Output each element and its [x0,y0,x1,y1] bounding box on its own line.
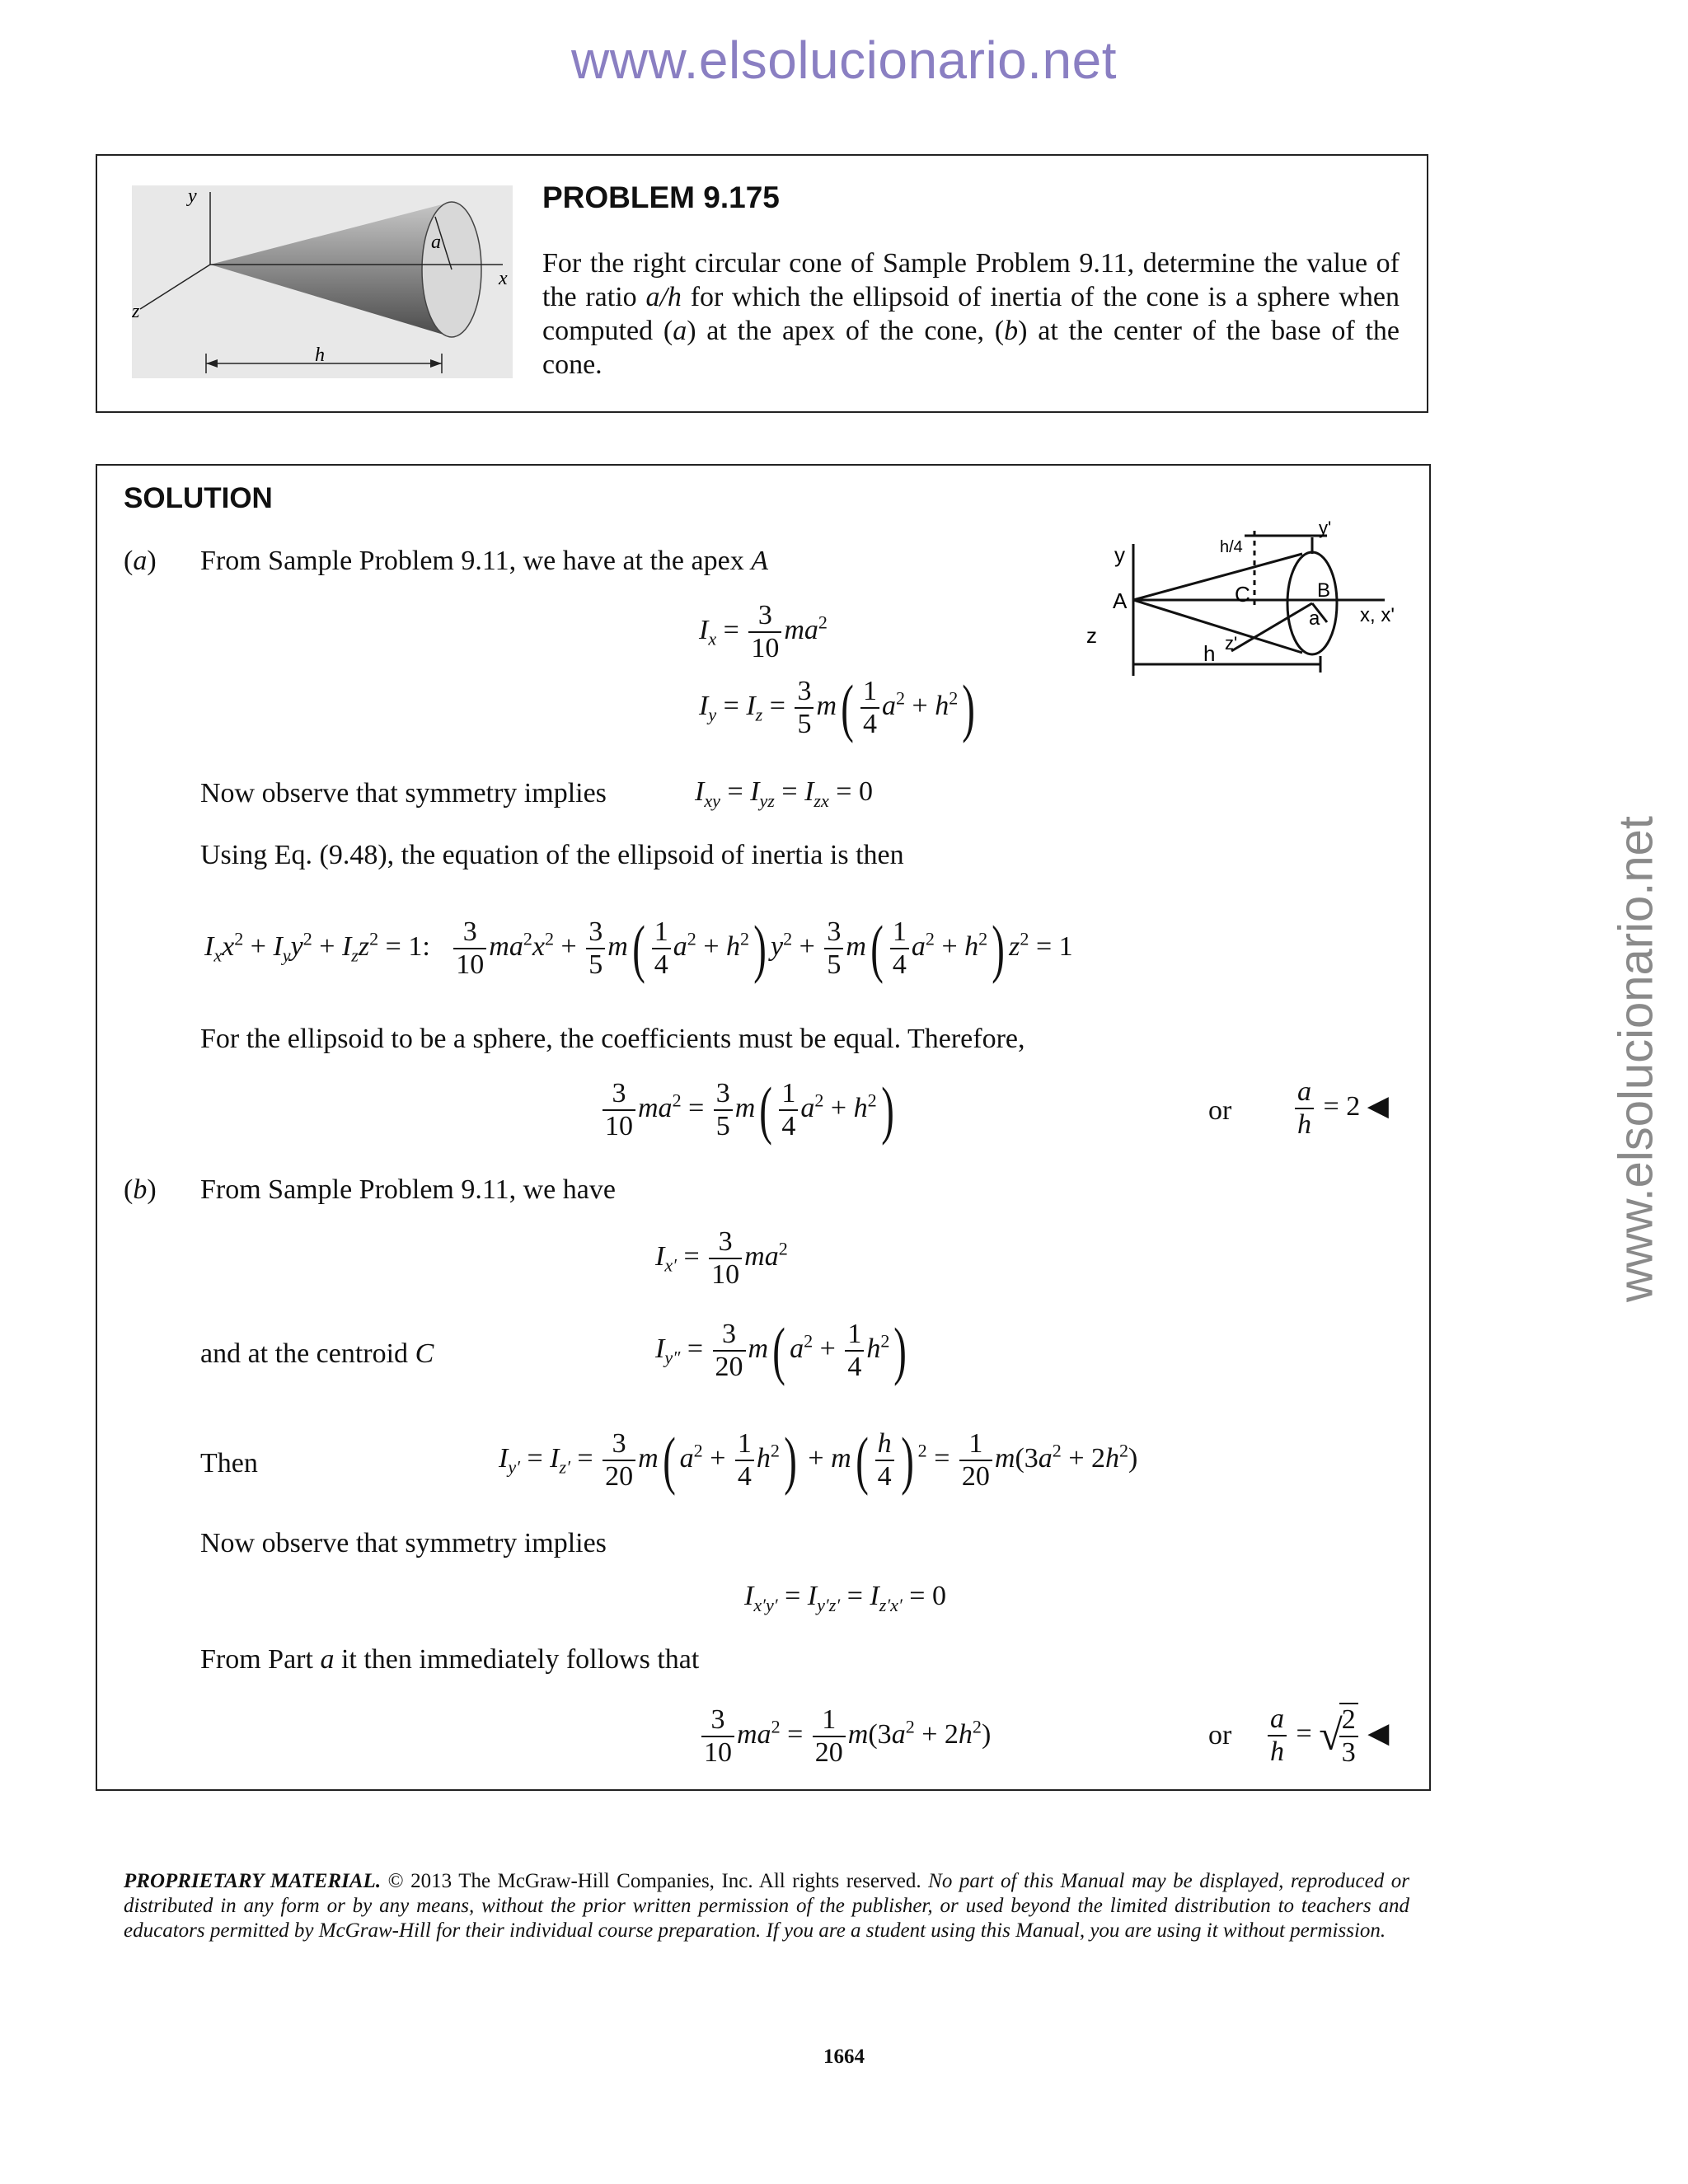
or-label-b: or [1208,1720,1232,1750]
eq-products-prime-zero: $I_{x'y'} = I_{y'z'} = I_{z'x'} = 0$ [744,1581,946,1615]
statement-part-1: For the right circular cone of Sample Problem 9.11, determine the value of the ratio [542,248,1400,312]
sphere-text: For the ellipsoid to be a sphere, the coefficients must be equal. Therefore, [200,1024,1025,1054]
solution-heading: SOLUTION [124,482,273,514]
part-a-intro [200,544,768,578]
statement-a: a [673,316,687,346]
eq-ellipsoid: $I_xx^2 + I_yy^2 + I_zz^2 = 1$: $\frac{3}{10}$ $ma^2x^2$ + $\frac{3}{5}$ m( $\frac{1}{4}$ $a^2 + h^2$) $y^2$ + $\frac{3}{5}$ m( $\frac{1}{4}$ $a^2 + h^2$) $z^2 = 1$ [204,912,1073,984]
fig-label-a: a [431,232,441,253]
statement-ratio: a/h [645,282,682,312]
footer-bold: PROPRIETARY MATERIAL. [124,1870,382,1892]
answer-b-num: 2 [1339,1704,1358,1737]
using-eq-text: Using Eq. (9.48), the equation of the ellipsoid of inertia is then [200,840,904,870]
part-a-follow-text: From Part [200,1644,321,1675]
statement-part-3: ) at the apex of the cone, ( [687,316,1005,346]
problem-title: PROBLEM 9.175 [542,180,780,214]
eq-products-zero: $I_{xy} = I_{yz} = I_{zx} = 0$ [695,776,873,811]
page-number: 1664 [823,2046,865,2068]
sketch-label-z-prime: z' [1225,633,1238,654]
sketch-label-x: x, x' [1360,604,1395,626]
answer-a-value: 2 [1346,1090,1361,1122]
sketch-label-B: B [1317,579,1331,602]
part-a-follow-end: it then immediately follows that [334,1644,700,1675]
eq-iy-iz: $I_y = I_z$ = $\frac{3}{5}$ m( $\frac{1}{4}$ $a^2 + h^2$) [699,672,976,743]
part-b-intro: From Sample Problem 9.11, we have [200,1174,616,1205]
statement-b: b [1004,316,1019,346]
sketch-label-A: A [1113,588,1128,613]
statement-part-4: ) at the center of the base of the cone. [542,316,1400,380]
sketch-label-y-prime: y' [1319,519,1332,538]
symmetry-text-b: Now observe that symmetry implies [200,1528,607,1558]
apex-point-label: A [751,546,768,576]
sketch-label-C: C [1235,582,1250,607]
problem-box [96,154,1428,413]
fig-label-h: h [315,344,325,366]
eq-sphere-b: $\frac{3}{10}$ $ma^2$ = $\frac{1}{20}$ $m(3a^2 + 2h^2)$ [699,1704,991,1769]
part-b-letter: b [133,1174,148,1205]
sketch-label-a: a [1309,607,1320,630]
footer-italic: No part of this Manual may be displayed, reproduced or distributed in any form or by any means, without the prior written permission of the publisher, or used beyond the limited distribution to teachers and educators permitted by McGraw-Hill for their individual course preparation. If you are a student using this Manual, you are using it without permission. [124,1870,1409,1942]
sketch-label-h4: h/4 [1220,538,1243,556]
part-a-follow-letter: a [320,1644,335,1675]
cone-figure [132,185,513,378]
part-a-label: (a) [124,546,157,576]
or-label-a: or [1208,1095,1232,1126]
symmetry-text-a: Now observe that symmetry implies [200,778,607,808]
footer-notice [124,1869,1409,1943]
eq-iy-dprime: $I_{y''}$ = $\frac{3}{20}$ m( $a^2$ + $\frac{1}{4}$ $h^2$) [655,1315,907,1386]
eq-sphere-a: $\frac{3}{10}$ $ma^2$ = $\frac{3}{5}$ m( $\frac{1}{4}$ $a^2 + h^2$) [600,1078,898,1142]
fig-label-x: x [499,268,508,289]
eq-ix-prime: $I_{x'}$ = $\frac{3}{10}$ $ma^2$ [655,1226,788,1290]
then-text: Then [200,1448,258,1479]
part-a-letter: a [133,546,148,576]
centroid-point-label: C [415,1338,434,1369]
answer-a: $\frac{a}{h}$ = 2 ◀ [1292,1076,1389,1141]
part-a-follow [200,1643,699,1676]
fig-label-y: y [188,185,197,207]
fig-label-z: z [132,301,140,322]
footer-copyright: © 2013 The McGraw-Hill Companies, Inc. All rights reserved. [381,1870,929,1892]
sketch-label-y: y [1114,542,1125,567]
part-a-intro-text: From Sample Problem 9.11, we have at the apex [200,546,752,576]
answer-b: $\frac{a}{h}$ = √ $\frac{2}{3}$ ◀ [1265,1703,1389,1769]
watermark-top[interactable]: www.elsolucionario.net [571,30,1117,90]
eq-iy-prime: $I_{y'} = I_{z'}$ = $\frac{3}{20}$ m( $a^2$ + $\frac{1}{4}$ $h^2) + m$( $\frac{h}{4}$ ) $^2$ = $\frac{1}{20}$ $m(3a^2 + 2h^2)$ [499,1424,1138,1496]
watermark-side: www.elsolucionario.net [1609,816,1663,1302]
sketch-label-z: z [1086,623,1097,648]
sketch-label-h: h [1203,641,1216,666]
eq-ix: $I_x$ = $\frac{3}{10}$ $ma^2$ [699,600,828,663]
answer-marker-icon: ◀ [1367,1718,1390,1749]
problem-statement [542,246,1400,382]
answer-marker-icon: ◀ [1367,1090,1389,1122]
part-b-label: (b) [124,1174,157,1205]
cone-sketch [1080,519,1409,684]
centroid-text-body: and at the centroid [200,1338,415,1369]
statement-part-2: for which the ellipsoid of inertia of the cone is a sphere when computed ( [542,282,1400,346]
centroid-text [200,1337,434,1371]
answer-b-den: 3 [1341,1737,1356,1768]
